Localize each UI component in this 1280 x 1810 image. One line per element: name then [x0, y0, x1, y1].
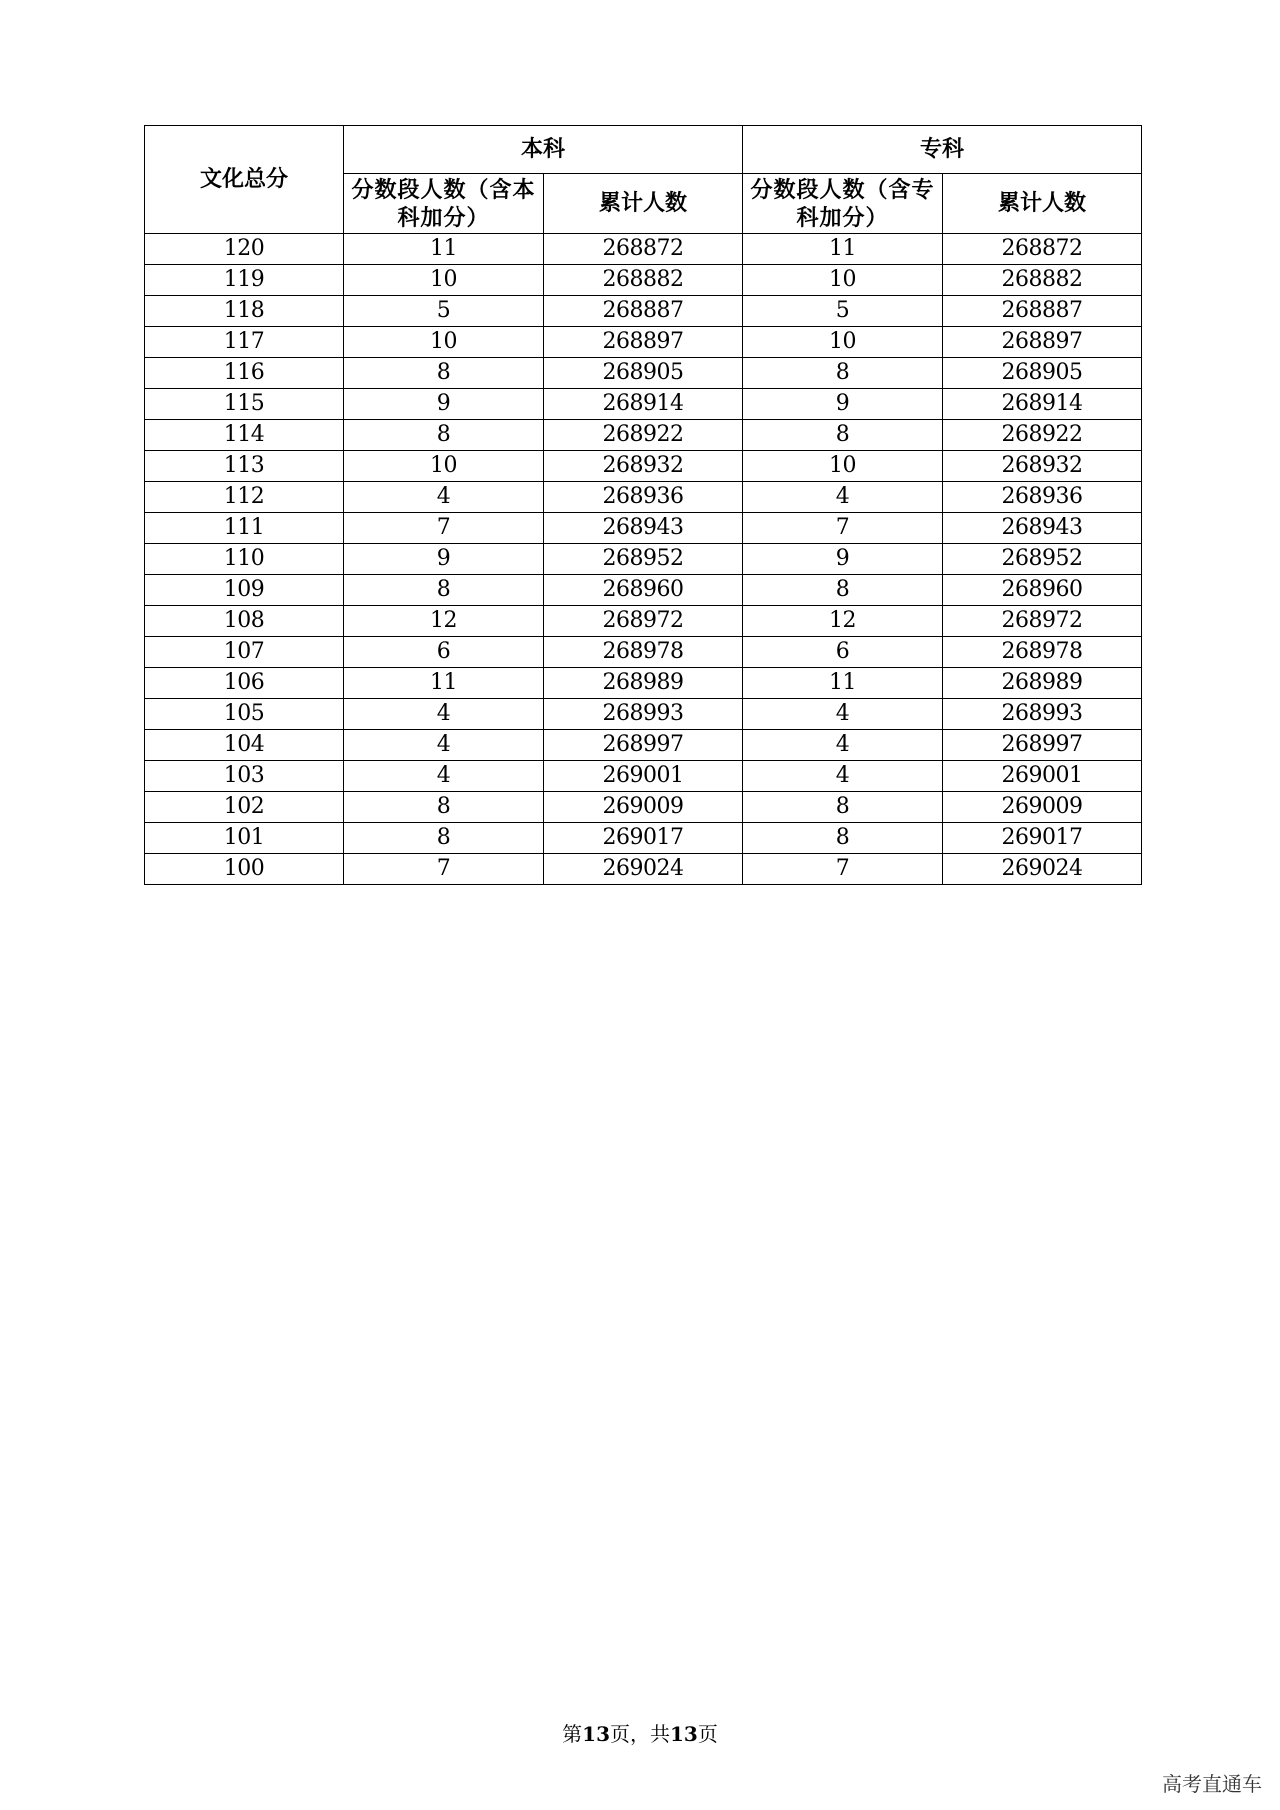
table-row: [145, 234, 1142, 265]
row-benke-segment-cell: 8: [344, 420, 544, 451]
row-score-cell: 120: [145, 234, 344, 265]
row-benke-cumulative-cell: 268897: [544, 327, 743, 358]
row-score-cell: 112: [145, 482, 344, 513]
footer-middle: 页，共: [610, 1722, 670, 1746]
row-benke-segment-cell: 9: [344, 544, 544, 575]
row-zhuanke-segment-cell: 4: [743, 482, 943, 513]
header-total-score: 文化总分: [145, 126, 344, 234]
row-zhuanke-segment-cell: 10: [743, 327, 943, 358]
row-zhuanke-segment-cell: 8: [743, 358, 943, 389]
row-zhuanke-cumulative-cell: 268972: [943, 606, 1142, 637]
row-zhuanke-segment-cell: 7: [743, 854, 943, 885]
row-score-cell: 118: [145, 296, 344, 327]
header-zhuanke-segment: 分数段人数（含专科加分）: [750, 178, 935, 231]
row-zhuanke-cumulative-cell: 269017: [943, 823, 1142, 854]
row-zhuanke-segment-cell: 8: [743, 420, 943, 451]
row-zhuanke-cumulative-cell: 268989: [943, 668, 1142, 699]
row-benke-cumulative-cell: 268887: [544, 296, 743, 327]
row-benke-cumulative-cell: 268960: [544, 575, 743, 606]
row-benke-cumulative-cell: 268936: [544, 482, 743, 513]
row-score-cell: 117: [145, 327, 344, 358]
row-zhuanke-segment-cell: 11: [743, 234, 943, 265]
row-zhuanke-segment-cell: 8: [743, 575, 943, 606]
row-benke-segment-cell: 8: [344, 358, 544, 389]
row-score-cell: 111: [145, 513, 344, 544]
row-score-cell: 108: [145, 606, 344, 637]
row-benke-cumulative-cell: 268952: [544, 544, 743, 575]
footer-prefix: 第: [562, 1722, 583, 1746]
row-zhuanke-cumulative-cell: 268905: [943, 358, 1142, 389]
footer-suffix: 页: [697, 1722, 718, 1746]
row-zhuanke-cumulative-cell: 268960: [943, 575, 1142, 606]
row-benke-cumulative-cell: 268943: [544, 513, 743, 544]
table-row: [145, 792, 1142, 823]
table-row: [145, 420, 1142, 451]
row-score-cell: 110: [145, 544, 344, 575]
footer-page-number: 13: [582, 1722, 610, 1746]
row-benke-cumulative-cell: 269001: [544, 761, 743, 792]
row-zhuanke-cumulative-cell: 269001: [943, 761, 1142, 792]
row-benke-cumulative-cell: 269017: [544, 823, 743, 854]
row-benke-segment-cell: 8: [344, 792, 544, 823]
row-score-cell: 115: [145, 389, 344, 420]
row-zhuanke-segment-cell: 11: [743, 668, 943, 699]
row-zhuanke-segment-cell: 8: [743, 792, 943, 823]
row-zhuanke-segment-cell: 5: [743, 296, 943, 327]
row-benke-cumulative-cell: 268872: [544, 234, 743, 265]
table-row: [145, 637, 1142, 668]
row-benke-segment-cell: 7: [344, 513, 544, 544]
row-zhuanke-cumulative-cell: 268993: [943, 699, 1142, 730]
footer-total-pages: 13: [670, 1722, 698, 1746]
row-zhuanke-cumulative-cell: 268882: [943, 265, 1142, 296]
row-zhuanke-segment-cell: 7: [743, 513, 943, 544]
header-benke-segment-cell: [344, 174, 544, 234]
watermark: 高考直通车: [1162, 1772, 1262, 1796]
table-row: [145, 606, 1142, 637]
row-zhuanke-cumulative-cell: 268943: [943, 513, 1142, 544]
row-zhuanke-segment-cell: 10: [743, 451, 943, 482]
table-body: [145, 234, 1142, 885]
row-benke-cumulative-cell: 268905: [544, 358, 743, 389]
row-zhuanke-segment-cell: 9: [743, 544, 943, 575]
row-score-cell: 101: [145, 823, 344, 854]
row-benke-cumulative-cell: 268932: [544, 451, 743, 482]
row-benke-segment-cell: 8: [344, 823, 544, 854]
header-zhuanke-cumulative: 累计人数: [943, 174, 1142, 234]
row-score-cell: 100: [145, 854, 344, 885]
row-score-cell: 114: [145, 420, 344, 451]
row-zhuanke-cumulative-cell: 268997: [943, 730, 1142, 761]
table-row: [145, 327, 1142, 358]
header-group-benke: 本科: [344, 126, 743, 174]
row-benke-segment-cell: 5: [344, 296, 544, 327]
row-score-cell: 109: [145, 575, 344, 606]
row-benke-cumulative-cell: 268989: [544, 668, 743, 699]
row-zhuanke-segment-cell: 9: [743, 389, 943, 420]
page-footer: [0, 1718, 1280, 1747]
row-benke-segment-cell: 10: [344, 265, 544, 296]
row-zhuanke-cumulative-cell: 268978: [943, 637, 1142, 668]
table-row: [145, 389, 1142, 420]
table-row: [145, 854, 1142, 885]
row-benke-segment-cell: 6: [344, 637, 544, 668]
row-zhuanke-cumulative-cell: 268932: [943, 451, 1142, 482]
header-group-zhuanke: 专科: [743, 126, 1142, 174]
row-zhuanke-cumulative-cell: 268952: [943, 544, 1142, 575]
row-benke-segment-cell: 8: [344, 575, 544, 606]
row-score-cell: 104: [145, 730, 344, 761]
table-row: [145, 451, 1142, 482]
row-benke-cumulative-cell: 268922: [544, 420, 743, 451]
table-row: [145, 544, 1142, 575]
header-benke-cumulative: 累计人数: [544, 174, 743, 234]
row-zhuanke-cumulative-cell: 269009: [943, 792, 1142, 823]
row-benke-cumulative-cell: 269024: [544, 854, 743, 885]
row-benke-cumulative-cell: 268914: [544, 389, 743, 420]
row-benke-segment-cell: 4: [344, 482, 544, 513]
table-header: [145, 126, 1142, 234]
table-row: [145, 513, 1142, 544]
row-benke-cumulative-cell: 268978: [544, 637, 743, 668]
row-score-cell: 113: [145, 451, 344, 482]
row-benke-segment-cell: 11: [344, 668, 544, 699]
row-score-cell: 103: [145, 761, 344, 792]
row-benke-segment-cell: 9: [344, 389, 544, 420]
table-row: [145, 823, 1142, 854]
table-row: [145, 265, 1142, 296]
row-score-cell: 106: [145, 668, 344, 699]
header-zhuanke-segment-cell: [743, 174, 943, 234]
row-zhuanke-cumulative-cell: 268922: [943, 420, 1142, 451]
row-zhuanke-cumulative-cell: 268936: [943, 482, 1142, 513]
row-zhuanke-cumulative-cell: 268872: [943, 234, 1142, 265]
score-distribution-table: [144, 125, 1142, 885]
row-benke-segment-cell: 4: [344, 761, 544, 792]
row-zhuanke-cumulative-cell: 268887: [943, 296, 1142, 327]
row-zhuanke-cumulative-cell: 269024: [943, 854, 1142, 885]
table-row: [145, 761, 1142, 792]
row-score-cell: 116: [145, 358, 344, 389]
table-row: [145, 358, 1142, 389]
table-row: [145, 575, 1142, 606]
row-benke-segment-cell: 7: [344, 854, 544, 885]
table-row: [145, 296, 1142, 327]
row-zhuanke-segment-cell: 6: [743, 637, 943, 668]
row-benke-cumulative-cell: 268997: [544, 730, 743, 761]
row-benke-cumulative-cell: 269009: [544, 792, 743, 823]
row-benke-segment-cell: 4: [344, 699, 544, 730]
row-benke-segment-cell: 10: [344, 451, 544, 482]
header-benke-segment: 分数段人数（含本科加分）: [351, 178, 536, 231]
row-score-cell: 102: [145, 792, 344, 823]
row-zhuanke-segment-cell: 8: [743, 823, 943, 854]
row-zhuanke-cumulative-cell: 268897: [943, 327, 1142, 358]
row-zhuanke-cumulative-cell: 268914: [943, 389, 1142, 420]
row-benke-segment-cell: 4: [344, 730, 544, 761]
row-benke-cumulative-cell: 268993: [544, 699, 743, 730]
row-benke-cumulative-cell: 268882: [544, 265, 743, 296]
row-score-cell: 107: [145, 637, 344, 668]
row-benke-segment-cell: 12: [344, 606, 544, 637]
row-benke-segment-cell: 10: [344, 327, 544, 358]
table-row: [145, 482, 1142, 513]
row-score-cell: 119: [145, 265, 344, 296]
row-zhuanke-segment-cell: 4: [743, 699, 943, 730]
row-benke-segment-cell: 11: [344, 234, 544, 265]
row-zhuanke-segment-cell: 12: [743, 606, 943, 637]
row-zhuanke-segment-cell: 10: [743, 265, 943, 296]
row-zhuanke-segment-cell: 4: [743, 730, 943, 761]
row-score-cell: 105: [145, 699, 344, 730]
row-benke-cumulative-cell: 268972: [544, 606, 743, 637]
table-row: [145, 730, 1142, 761]
table-row: [145, 699, 1142, 730]
row-zhuanke-segment-cell: 4: [743, 761, 943, 792]
table-row: [145, 668, 1142, 699]
